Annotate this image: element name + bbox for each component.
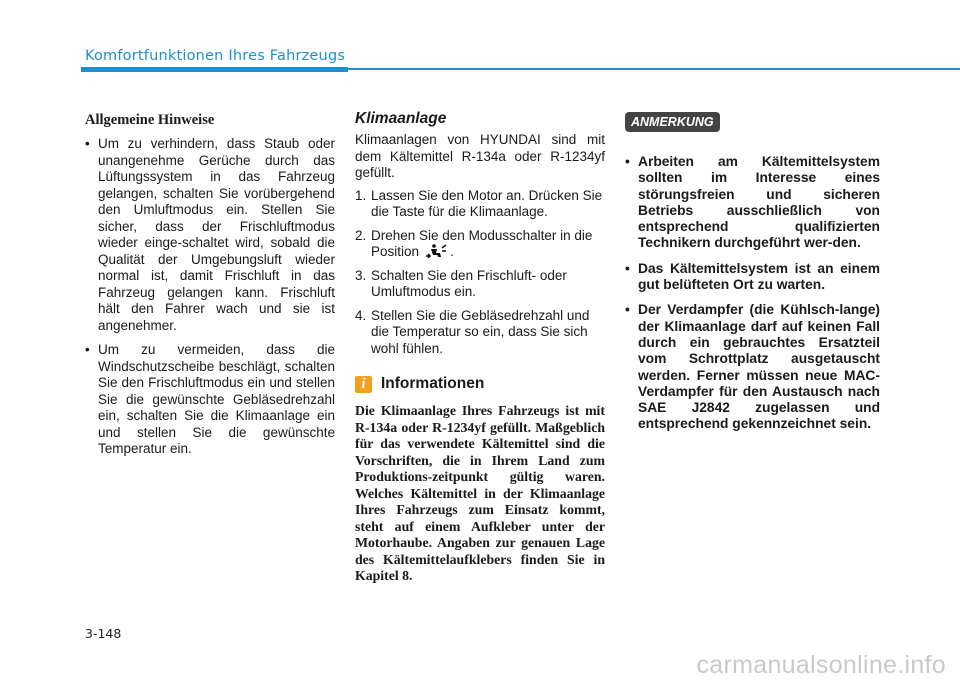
info-text: Die Klimaanlage Ihres Fahrzeugs ist mit R-134a oder R-1234yf gefüllt. Maßgeblich für das verwendete Kältemittel sind die Vorschriften, die in Ihrem Land zum Produktions-zeitpunkt gültig waren. Welches Kältemittel in der Klimaanlage Ihres Fahrzeugs zum Einsatz kommt, steht auf einem Aufkleber unter der Motorhaube. Angaben zur genauen Lage des Kältemittelaufklebers finden Sie in Kapitel 8. [355, 403, 605, 583]
section-title: Komfortfunktionen Ihres Fahrzeugs [85, 48, 346, 64]
list-item: 1. Lassen Sie den Motor an. Drücken Sie die Taste für die Klimaanlage. [355, 187, 603, 219]
note-list [625, 154, 880, 433]
air-conditioning-intro: Klimaanlagen von HYUNDAI sind mit dem Kältemittel R-134a oder R-1234yf gefüllt. [355, 132, 605, 180]
list-item: 2. Drehen Sie den Modusschalter in die Position . [355, 227, 593, 259]
list-item: • Das Kältemittelsystem ist an einem gut belüfteten Ort zu warten. [625, 260, 880, 293]
general-notes-heading: Allgemeine Hinweise [85, 112, 215, 128]
column-note [625, 110, 880, 442]
steps-list [355, 188, 605, 358]
list-item: • Um zu vermeiden, dass die Windschutzscheibe beschlägt, schalten Sie den Frischluftmodus ein und stellen Sie die gewünschte Gebläsedrehzahl ein, schalten Sie die Klimaanlage ein und stellen Sie die gewünschte Temperatur ein. [85, 342, 335, 456]
list-item: 3. Schalten Sie den Frischluft- oder Umluftmodus ein. [355, 267, 567, 299]
list-item: • Arbeiten am Kältemittelsystem sollten im Interesse eines störungsfreien und sicheren Betriebs ausschließlich von entsprechend qualifizierten Technikern durchgeführt wer-den. [625, 154, 880, 251]
note-badge: ANMERKUNG [625, 112, 720, 132]
info-icon: i [355, 376, 372, 393]
list-item: • Der Verdampfer (die Kühlsch-lange) der Klimaanlage darf auf keinen Fall durch ein gebrauchtes Ersatzteil vom Schrottplatz ausgetauscht werden. Ferner müssen neue MAC-Verdampfer für den Austausch nach SAE J2842 zugelassen und entsprechend gekennzeichnet sein. [625, 302, 880, 432]
floor-vent-mode-icon [425, 244, 447, 258]
column-general-notes [85, 110, 335, 466]
list-item: 4. Stellen Sie die Gebläsedrehzahl und die Temperatur so ein, dass Sie sich wohl fühlen. [355, 307, 590, 356]
info-title: Informationen [381, 375, 485, 392]
info-header [355, 375, 605, 393]
watermark: carmanualsonline.info [696, 651, 946, 679]
page-number: 3-148 [85, 626, 122, 641]
header-divider-thin [348, 68, 960, 70]
list-item: • Um zu verhindern, dass Staub oder unangenehme Gerüche durch das Lüftungssystem in das Fahrzeug gelangen, schalten Sie vorübergehend den Umluftmodus ein. Stellen Sie sicher, dass der Frischluftmodus wieder einge-schaltet wird, sobald die Qualität der Umgebungsluft wieder normal ist, damit Frischluft in das Fahrzeug gelangen kann. Frischluft hält den Fahrer wach und sie ist angenehmer. [85, 136, 335, 333]
column-air-conditioning [355, 110, 605, 585]
air-conditioning-heading: Klimaanlage [355, 110, 447, 127]
header-divider-thick [81, 67, 348, 72]
general-notes-list [85, 136, 335, 458]
